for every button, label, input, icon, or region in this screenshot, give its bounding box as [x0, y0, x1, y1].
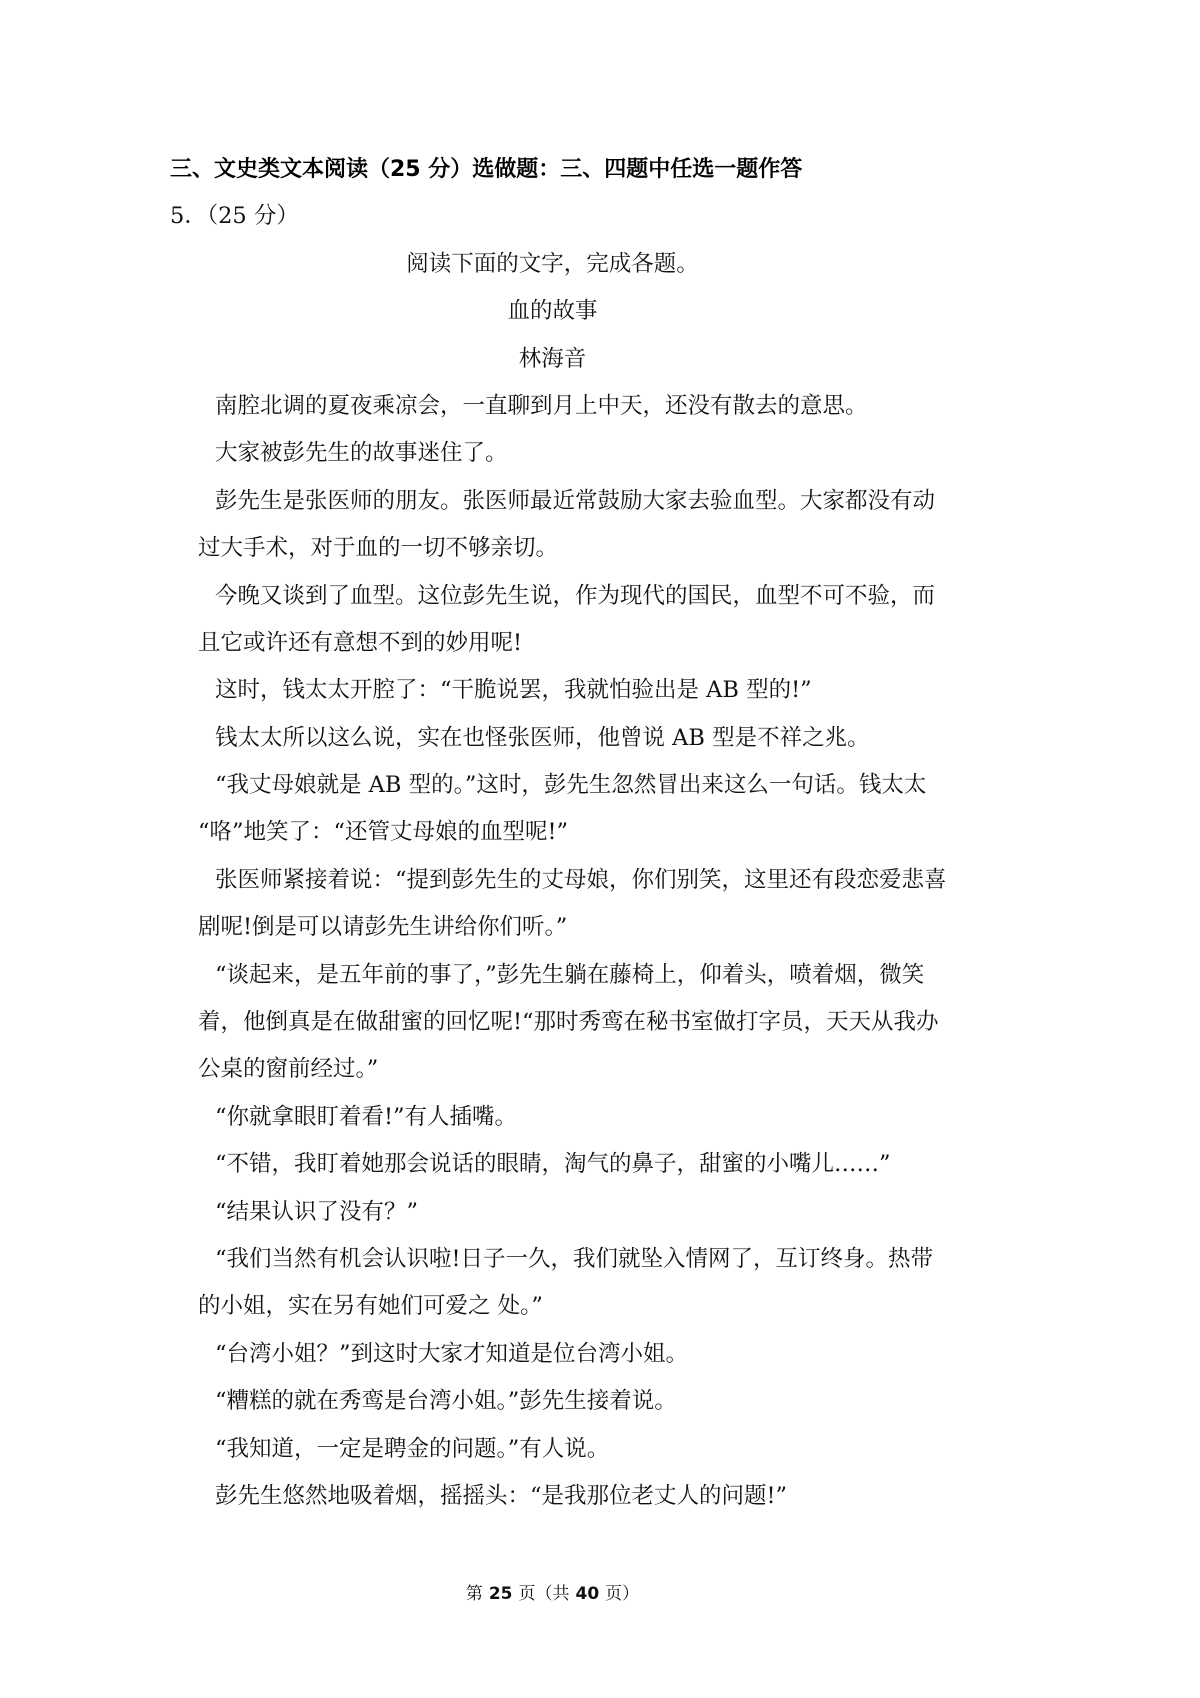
paragraph-line: “我们当然有机会认识啦!日子一久，我们就坠入情网了，互订终身。热带: [215, 1245, 934, 1272]
footer-label-before: 第: [465, 1584, 483, 1604]
paragraph: [0, 478, 1200, 573]
footer-label-middle: 页（共: [518, 1584, 570, 1604]
paragraph: [0, 430, 1200, 477]
current-page-number: 25: [488, 1584, 513, 1604]
paragraph: [0, 573, 1200, 668]
section-heading: 三、文史类文本阅读（25 分）选做题：三、四题中任选一题作答: [170, 157, 803, 182]
paragraph: [0, 667, 1200, 714]
paragraph: [0, 1426, 1200, 1473]
document-page: [0, 146, 1200, 1520]
paragraph-line: 彭先生悠然地吸着烟，摇摇头：“是我那位老丈人的问题!”: [215, 1482, 788, 1509]
footer-label-after: 页）: [605, 1584, 640, 1604]
paragraph: [0, 952, 1200, 1094]
paragraph-line: “我丈母娘就是 AB 型的。”这时，彭先生忽然冒出来这么一句话。钱太太: [215, 772, 927, 799]
paragraph: [0, 1141, 1200, 1188]
paragraph: [0, 1236, 1200, 1331]
reading-instruction: 阅读下面的文字，完成各题。: [406, 250, 699, 277]
paragraph-line: 彭先生是张医师的朋友。张医师最近常鼓励大家去验血型。大家都没有动: [215, 487, 936, 514]
paragraph-line: 的小姐，实在另有她们可爱之 处。”: [198, 1293, 543, 1320]
paragraph-line: 钱太太所以这么说，实在也怪张医师，他曾说 AB 型是不祥之兆。: [215, 724, 870, 751]
paragraph-line: 张医师紧接着说：“提到彭先生的丈母娘，你们别笑，这里还有段恋爱悲喜: [215, 866, 947, 893]
article-author: 林海音: [518, 345, 587, 372]
total-pages-number: 40: [575, 1584, 600, 1604]
paragraph-line: “糟糕的就在秀鸾是台湾小姐。”彭先生接着说。: [215, 1388, 677, 1415]
page-footer: [170, 1579, 935, 1609]
paragraph-line: 大家被彭先生的故事迷住了。: [215, 440, 508, 467]
paragraph: [0, 1378, 1200, 1425]
paragraph-line: “咯”地笑了：“还管丈母娘的血型呢!”: [198, 819, 569, 846]
paragraph-line: 剧呢!倒是可以请彭先生讲给你们听。”: [198, 914, 568, 941]
paragraph-line: “结果认识了没有？”: [215, 1198, 419, 1225]
paragraph-line: 这时，钱太太开腔了：“干脆说罢，我就怕验出是 AB 型的!”: [215, 677, 812, 704]
question-number: 5．（25 分）: [170, 203, 299, 230]
paragraph-line: “你就拿眼盯着看!”有人插嘴。: [215, 1103, 518, 1130]
paragraph: [0, 1473, 1200, 1520]
paragraph-line: “台湾小姐？”到这时大家才知道是位台湾小姐。: [215, 1340, 689, 1367]
paragraph-line: “不错，我盯着她那会说话的眼睛，淘气的鼻子，甜蜜的小嘴儿……”: [215, 1151, 891, 1178]
paragraph-line: 今晚又谈到了血型。这位彭先生说，作为现代的国民，血型不可不验，而: [215, 582, 936, 609]
article-title: 血的故事: [507, 298, 598, 325]
paragraph: [0, 1189, 1200, 1236]
paragraph: [0, 715, 1200, 762]
paragraph: [0, 857, 1200, 952]
paragraph: [0, 1094, 1200, 1141]
paragraph-line: “谈起来，是五年前的事了，”彭先生躺在藤椅上，仰着头，喷着烟，微笑: [215, 961, 925, 988]
paragraph-line: “我知道，一定是聘金的问题。”有人说。: [215, 1435, 610, 1462]
paragraph-line: 过大手术，对于血的一切不够亲切。: [198, 535, 559, 562]
paragraph-line: 南腔北调的夏夜乘凉会，一直聊到月上中天，还没有散去的意思。: [215, 392, 868, 419]
paragraph: [0, 383, 1200, 430]
paragraph-line: 且它或许还有意想不到的妙用呢!: [198, 629, 523, 656]
paragraph-line: 着，他倒真是在做甜蜜的回忆呢!“那时秀鸾在秘书室做打字员，天天从我办: [198, 1009, 939, 1036]
paragraph-line: 公桌的窗前经过。”: [198, 1056, 379, 1083]
paragraph: [0, 1331, 1200, 1378]
paragraph: [0, 762, 1200, 857]
